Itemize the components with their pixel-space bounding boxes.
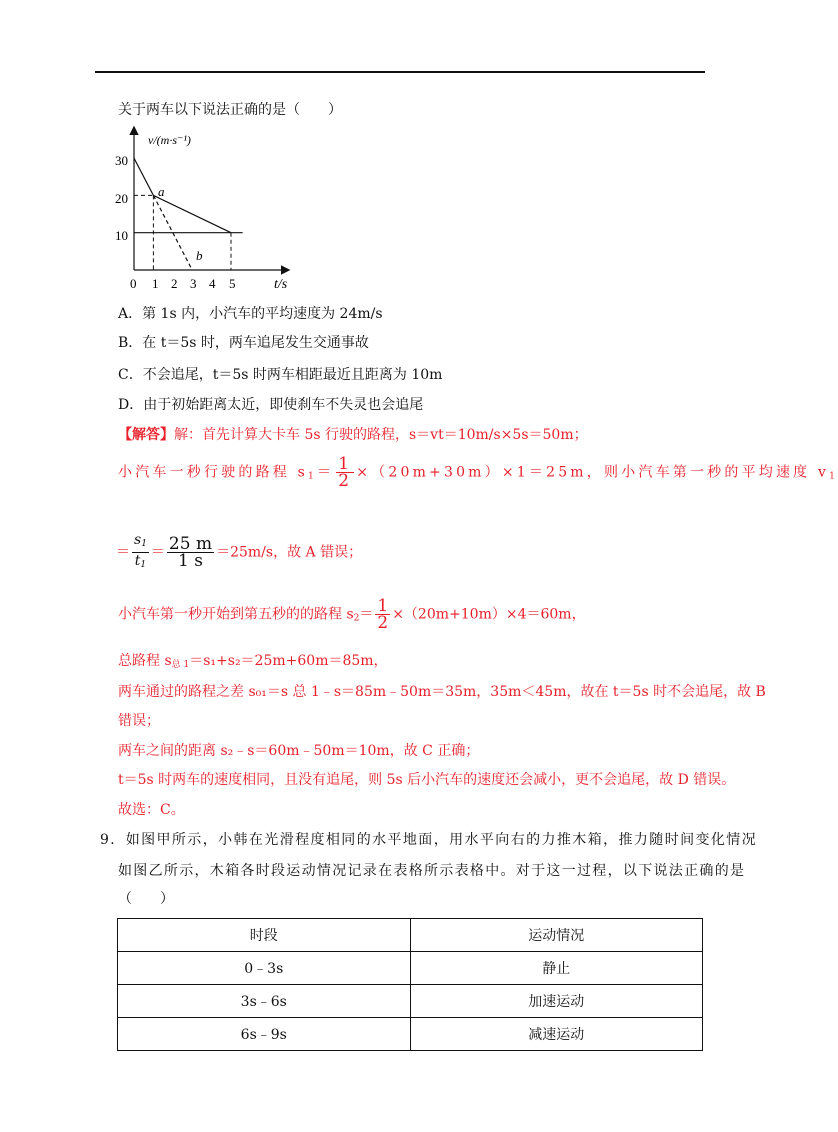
answer-line-1 [118, 424, 588, 444]
table-cell: 静止 [410, 952, 703, 985]
answer-text-4a: 小汽车第一秒开始到第五秒的的路程 s [118, 606, 354, 623]
header-rule [95, 71, 705, 73]
x-tick-5: 5 [229, 276, 236, 291]
table-cell: 3s﹣6s [118, 985, 411, 1018]
fraction-half: $\frac{1}{2}$ [338, 454, 353, 491]
answer-text-2b: ×（20m+30m）×1＝25m，则小汽车第一秒的平均速度 v [356, 464, 830, 481]
x-tick-1: 1 [152, 276, 159, 291]
option-a: A．第 1s 内，小汽车的平均速度为 24m/s [118, 306, 383, 322]
point-label-a: a [158, 184, 165, 199]
sub-s2: 2 [353, 613, 360, 624]
x-tick-3: 3 [190, 276, 197, 291]
motion-table [117, 918, 703, 1051]
answer-line-9: t＝5s 时两车的速度相同，且没有追尾，则 5s 后小汽车的速度还会减小，更不会追尾，故 D 错误。 [118, 772, 736, 788]
table-cell: 0﹣3s [118, 952, 411, 985]
sub-v1: 1 [829, 471, 838, 482]
option-d: D．由于初始距离太近，即使刹车不失灵也会追尾 [118, 397, 424, 413]
answer-line-4 [118, 598, 586, 631]
answer-line-5: 总路程 $s_{总 1}=s_1+s_2=25m+60m=85m$， [118, 653, 388, 670]
equals: ＝ [359, 606, 374, 623]
answer-line-2 [118, 456, 838, 489]
equals: ＝ [116, 544, 130, 561]
y-tick-20: 20 [115, 191, 128, 206]
sub-s1: 1 [308, 471, 317, 482]
q9-line-2: 如图乙所示，木箱各时段运动情况记录在表格所示表格中。对于这一过程，以下说法正确的是 [118, 863, 746, 879]
table-row [118, 985, 703, 1018]
question-stem: 关于两车以下说法正确的是（ ） [118, 102, 342, 118]
y-tick-30: 30 [115, 153, 128, 168]
point-label-b: b [196, 248, 203, 263]
x-tick-0: 0 [130, 276, 137, 291]
answer-line-10: 故选：C。 [118, 802, 185, 818]
fraction-25m-1s: $\frac{25 m}{1 s}$ [168, 534, 213, 571]
x-axis-label: t/s [274, 277, 288, 292]
y-tick-10: 10 [115, 228, 128, 243]
q9-line-3: （ ） [118, 891, 174, 907]
x-tick-4: 4 [209, 276, 216, 291]
option-b: B．在 t＝5s 时，两车追尾发生交通事故 [118, 335, 369, 351]
answer-text-4b: ×（20m+10m）×4＝60m， [392, 606, 586, 623]
answer-line-3 [116, 532, 362, 573]
equals: ＝ [150, 544, 165, 561]
answer-text-1: 解：首先计算大卡车 5s 行驶的路程，s＝vt＝10m/s×5s＝50m； [174, 427, 588, 443]
y-axis-label: v/(m·s⁻¹) [148, 133, 191, 147]
answer-line-6: 两车通过的路程之差 s₀₁＝s 总 1﹣s＝85m﹣50m＝35m，35m＜45m，故在 t＝5s 时不会追尾，故 B [118, 684, 766, 700]
table-cell: 减速运动 [410, 1018, 703, 1051]
fraction-half-2: $\frac{1}{2}$ [377, 596, 389, 633]
table-row [118, 1018, 703, 1051]
answer-line-7: 错误； [118, 713, 160, 729]
answer-text-3: ＝25m/s，故 A 错误； [216, 544, 363, 561]
table-row [118, 952, 703, 985]
q9-line-1: 9．如图甲所示，小韩在光滑程度相同的水平地面，用水平向右的力推木箱，推力随时间变化情况 [100, 832, 758, 848]
answer-text-2a: 小汽车一秒行驶的路程 s [118, 464, 309, 481]
table-header-row [118, 919, 703, 952]
fraction-s1-t1: $\frac{s_1}{t_1}$ [134, 532, 147, 570]
answer-line-8: 两车之间的距离 s₂﹣s＝60m﹣50m＝10m，故 C 正确； [118, 743, 480, 759]
table-cell: 6s﹣9s [118, 1018, 411, 1051]
option-c: C．不会追尾，t＝5s 时两车相距最近且距离为 10m [118, 367, 443, 383]
velocity-time-chart [112, 124, 292, 292]
table-header-cell: 运动情况 [410, 919, 703, 952]
table-cell: 加速运动 [410, 985, 703, 1018]
equals: ＝ [316, 464, 335, 481]
x-tick-2: 2 [171, 276, 178, 291]
answer-tag: 【解答】 [118, 427, 174, 443]
table-header-cell: 时段 [118, 919, 411, 952]
